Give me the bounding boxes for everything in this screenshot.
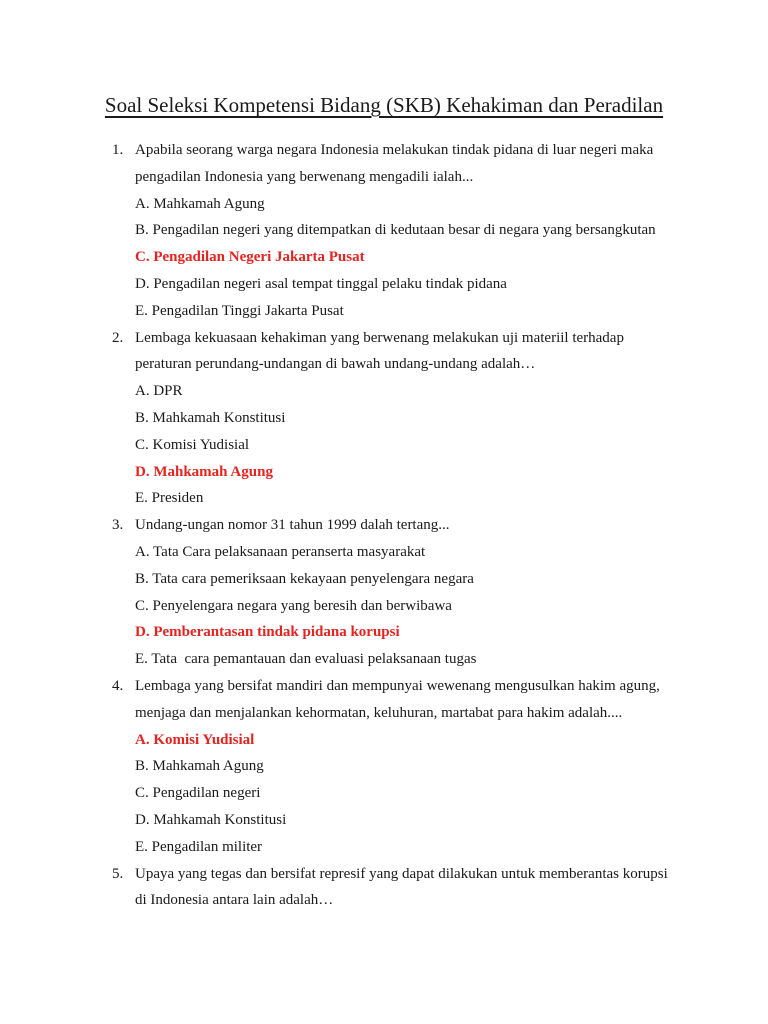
- answer-option: D. Pengadilan negeri asal tempat tinggal pelaku tindak pidana: [135, 275, 507, 292]
- answer-option: B. Mahkamah Agung: [135, 758, 264, 775]
- question-number: 1.: [112, 142, 124, 158]
- answer-option: D. Mahkamah Konstitusi: [135, 811, 287, 828]
- question-text: [135, 512, 680, 539]
- question-text: [135, 861, 680, 915]
- question-number: 3.: [112, 517, 124, 534]
- question-number: 4.: [112, 677, 124, 694]
- question-text: [135, 137, 680, 191]
- correct-answer-option: A. Komisi Yudisial: [135, 731, 255, 748]
- question-list: [0, 137, 768, 914]
- answer-option: C. Komisi Yudisial: [135, 436, 250, 453]
- question-text-line: Apabila seorang warga negara Indonesia melakukan tindak pidana di luar negeri maka: [135, 142, 654, 158]
- question-3: [0, 512, 768, 673]
- answer-option: E. Pengadilan Tinggi Jakarta Pusat: [135, 302, 344, 319]
- correct-answer-option: D. Pemberantasan tindak pidana korupsi: [135, 624, 400, 641]
- answer-option: B. Pengadilan negeri yang ditempatkan di kedutaan besar di negara yang bersangkutan: [135, 222, 656, 239]
- document-title: Soal Seleksi Kompetensi Bidang (SKB) Kehakiman dan Peradilan: [104, 93, 664, 117]
- question-2: [0, 325, 768, 513]
- answer-option: A. Mahkamah Agung: [135, 195, 265, 212]
- question-text-line: Upaya yang tegas dan bersifat represif yang dapat dilakukan untuk memberantas korupsi: [135, 865, 668, 882]
- correct-answer-option: C. Pengadilan Negeri Jakarta Pusat: [135, 249, 365, 266]
- answer-option: E. Pengadilan militer: [135, 838, 263, 855]
- answer-option: B. Tata cara pemeriksaan kekayaan penyelengara negara: [135, 570, 474, 587]
- answer-option: C. Pengadilan negeri: [135, 785, 261, 802]
- question-text-line: Lembaga yang bersifat mandiri dan mempunyai wewenang mengusulkan hakim agung,: [135, 677, 660, 694]
- question-text-line: Undang-ungan nomor 31 tahun 1999 dalah tertang...: [135, 517, 450, 534]
- question-5: [0, 861, 768, 915]
- answer-option: E. Tata cara pemantauan dan evaluasi pelaksanaan tugas: [135, 651, 477, 668]
- answer-option: B. Mahkamah Konstitusi: [135, 409, 286, 426]
- question-text: [135, 325, 680, 379]
- question-number: 5.: [112, 865, 124, 882]
- correct-answer-option: D. Mahkamah Agung: [135, 463, 273, 480]
- question-text-line: menjaga dan menjalankan kehormatan, keluhuran, martabat para hakim adalah....: [135, 704, 623, 721]
- question-text-line: di Indonesia antara lain adalah…: [135, 892, 334, 909]
- answer-option: A. Tata Cara pelaksanaan peranserta masyarakat: [135, 543, 426, 560]
- question-1: [0, 137, 768, 325]
- question-text-line: Lembaga kekuasaan kehakiman yang berwenang melakukan uji materiil terhadap: [135, 329, 624, 346]
- question-text-line: pengadilan Indonesia yang berwenang mengadili ialah...: [135, 168, 474, 185]
- answer-option: E. Presiden: [135, 490, 204, 507]
- question-text-line: peraturan perundang-undangan di bawah undang-undang adalah…: [135, 356, 536, 373]
- answer-option: C. Penyelengara negara yang beresih dan berwibawa: [135, 597, 452, 614]
- question-number: 2.: [112, 329, 124, 346]
- question-text: [135, 673, 680, 727]
- question-4: [0, 673, 768, 861]
- answer-option: A. DPR: [135, 383, 183, 400]
